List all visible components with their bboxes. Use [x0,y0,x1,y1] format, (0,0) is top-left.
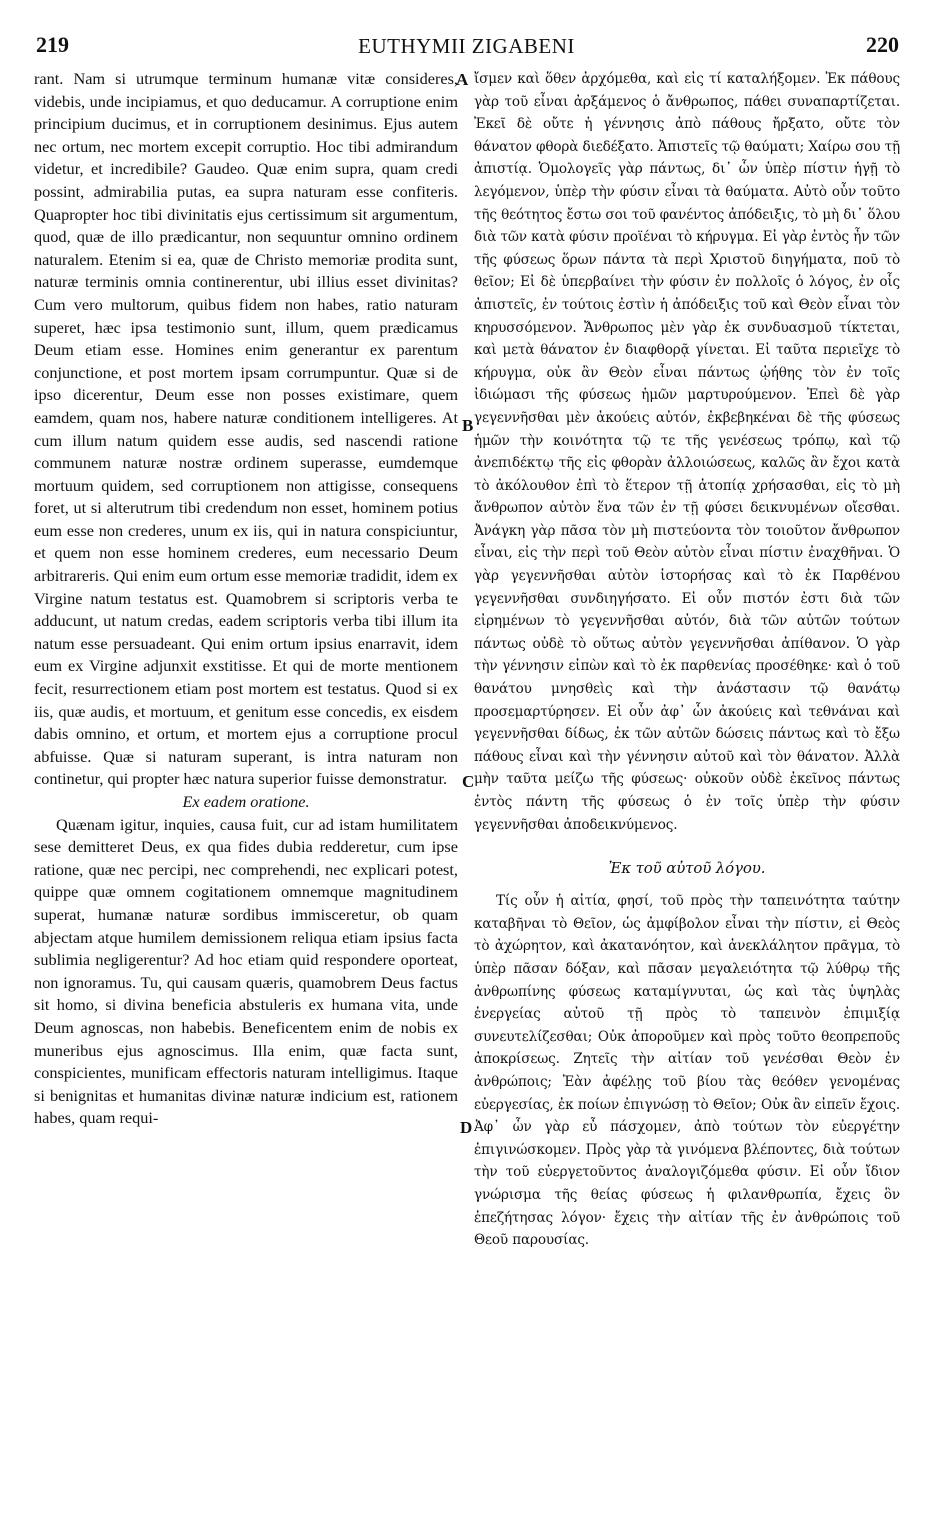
latin-column [34,68,458,1508]
running-title: EUTHYMII ZIGABENI [358,34,575,58]
greek-section-heading: Ἐκ τοῦ αὐτοῦ λόγου. [608,859,766,878]
latin-paragraph-2: Quænam igitur, inquies, causa fuit, cur ad istam humilitatem sese demitteret Deus, ex qua fides dubia redderetur, cum ipse ratione, quæ nec percipi, nec comprehendi, nec explicari potest, quippe quæ omnem cogitationem omnemque magnitudinem superat, humanæ naturæ sordibus immisceretur, ob quam abjectam atque humilem demissionem reliqua etiam ipsius facta sublimia negligerentur? Ad hoc etiam quid respondere oporteat, non ignoramus. Tu, qui causam quæris, quamobrem Deus factus sit homo, si divina beneficia abstuleris ex humana vita, unde Deum agnoscas, non habebis. Beneficentem enim de nobis ex muneribus ejus agnoscimus. Illa enim, quæ facta sunt, conspicientes, munificam effectoris naturam intelligimus. Itaque si benignitas et humanitas divinæ naturæ indicium est, rationem habes, quam requi- [34,814,458,1128]
left-page-number: 219 [36,32,69,57]
right-page-number: 220 [866,32,899,57]
section-marker-a: A [456,70,469,89]
latin-section-heading: Ex eadem oratione. [182,792,310,811]
running-header [0,30,933,66]
greek-column [474,68,900,1508]
greek-paragraph-2: Τίς οὖν ἡ αἰτία, φησί, τοῦ πρὸς τὴν ταπεινότητα ταύτην καταβῆναι τὸ Θεῖον, ὡς ἀμφίβολον εἶναι τὴν πίστιν, εἰ Θεὸς τὸ ἀχώρητον, καὶ ἀκατανόητον, καὶ ἀνεκλάλητον πρᾶγμα, τὸ ὑπὲρ πᾶσαν δόξαν, καὶ πᾶσαν μεγαλειότητα τῷ λύθρῳ τῆς ἀνθρωπίνης φύσεως καταμίγνυται, ὡς καὶ τὰς ὑψηλὰς ἐνεργείας αὐτοῦ τῇ πρὸς τὸ ταπεινὸν ἐπιμιξίᾳ συνευτελίζεσθαι; Οὐκ ἀποροῦμεν καὶ πρὸς τοῦτο θεοπρεποῦς ἀποκρίσεως. Ζητεῖς τὴν αἰτίαν τοῦ γενέσθαι Θεὸν ἐν ἀνθρώποις; Ἐὰν ἀφέλῃς τοῦ βίου τὰς θεόθεν γενομένας εὐεργεσίας, ἐκ ποίων ἐπιγνώσῃ τὸ Θεῖον; Οὐκ ἂν εἰπεῖν ἔχοις. Ἀφ᾽ ὧν γὰρ εὖ πάσχομεν, ἀπὸ τούτων τὸν εὐεργέτην ἐπιγινώσκομεν. Πρὸς γὰρ τὰ γινόμενα βλέποντες, διὰ τούτων τὴν τοῦ εὐεργετοῦντος ἀναλογιζόμεθα φύσιν. Εἰ οὖν ἴδιον γνώρισμα τῆς θείας φύσεως ἡ φιλανθρωπία, ἔχεις ὃν ἐπεζήτησας λόγον· ἔχεις τὴν αἰτίαν τῆς ἐν ἀνθρώποις τοῦ Θεοῦ παρουσίας. [474,893,900,1249]
section-marker-d: D [460,1118,473,1137]
section-marker-b: B [462,416,474,435]
latin-paragraph-1: rant. Nam si utrumque terminum humanæ vitæ consideres, videbis, unde incipiamus, et quo deducamur. A corruptione enim principium ducimus, et in corruptionem desinimus. Ejus autem nec ortum, nec mortem excepit corruptio. Hoc tibi admirandum videtur, et incredibile? Gaudeo. Quæ enim supra, quam credi possint, admirabilia putas, ea supra naturam esse confiteris. Quapropter hoc tibi divinitatis ejus certissimum sit argumentum, quod, quæ de illo prædicantur, non sequuntur omnino ordinem naturalem. Etenim si ea, quæ de Christo memoriæ prodita sunt, naturæ terminis omnia continerentur, ubi illius esset divinitas? Cum vero multorum, quibus fidem non habes, ratio naturam superet, hæc ipsa testimonio sunt, illum, quem prædicamus Deum etiam esse. Homines enim generantur ex parentum conjunctione, et post mortem ipsam corrumpuntur. Quæ si de ipso dicerentur, Deum esse non posses existimare, quem eamdem, quam nos, habere naturæ conditionem intelligeres. At cum illum natum quidem esse audis, sed nascendi ratione communem naturæ nostræ ordinem superasse, eumdemque mortuum quidem, sed corruptionem non attigisse, consequens foret, ut si alterutrum tibi credendum non esset, hominem potius eum esse non crederes, unum ex iis, qui in natura conspiciuntur, et quem non esse hominem crederes, eum necessario Deum arbitrareris. Qui enim eum ortum esse memoriæ tradidit, idem ex Virgine natum testatus est. Quamobrem si scriptoris verba te adducunt, ut natum credas, eadem scriptoris verba tibi illum ita natum esse persuadeant. Qui enim ortum ipsius enarravit, idem eum ex Virgine adjunxit exstitisse. Et qui de morte mentionem fecit, resurrectionem etiam post mortem est testatus. Quod si ex iis, quæ audis, et mortuum, et genitum esse concedis, ex eisdem dabis omnino, et ortum, et mortem ejus a corruptione procul abfuisse. Quæ si naturam superant, is intra naturam non continetur, qui propter hæc natura superior fuisse demonstratur. [34,69,458,789]
section-marker-c: C [462,772,475,791]
greek-paragraph-1: ἴσμεν καὶ ὅθεν ἀρχόμεθα, καὶ εἰς τί καταλήξομεν. Ἐκ πάθους γὰρ τοῦ εἶναι ἀρξάμενος ὁ ἄνθρωπος, πάθει συναπαρτίζεται. Ἐκεῖ δὲ οὔτε ἡ γέννησις ἀπὸ πάθους ἤρξατο, οὔτε τὸν θάνατον φθορὰ διεδέξατο. Ἀπιστεῖς τῷ θαύματι; Χαίρω σου τῇ ἀπιστίᾳ. Ὁμολογεῖς γὰρ πάντως, δι᾽ ὧν ὑπὲρ πίστιν ἡγῇ τὸ λεγόμενον, ὑπὲρ τὴν φύσιν εἶναι τὰ θαύματα. Αὐτὸ οὖν τοῦτο τῆς θεότητος ἔστω σοι τοῦ φανέντος ἀπόδειξις, τὸ μὴ δι᾽ ὅλου διὰ τῶν κατὰ φύσιν προϊέναι τὸ κήρυγμα. Εἰ γὰρ ἐντὸς ἦν τῶν τῆς φύσεως ὅρων πάντα τὰ περὶ Χριστοῦ διηγήματα, ποῦ τὸ θεῖον; Εἰ δὲ ὑπερβαίνει τὴν φύσιν ἐν πολλοῖς ὁ λόγος, ἐν οἷς ἀπιστεῖς, ἐν τούτοις ἐστὶν ἡ ἀπόδειξις τοῦ καὶ Θεὸν εἶναι τὸν κηρυσσόμενον. Ἄνθρωπος μὲν γὰρ ἐκ συνδυασμοῦ τίκτεται, καὶ μετὰ θάνατον ἐν διαφθορᾷ γίνεται. Εἰ ταῦτα περιεῖχε τὸ κήρυγμα, οὐκ ἂν Θεὸν εἶναι πάντως ᾠήθης τὸν ἐν τοῖς ἰδιώμασι τῆς φύσεως ἡμῶν μαρτυρούμενον. Ἐπεὶ δὲ γὰρ γεγεννῆσθαι μὲν ἀκούεις αὐτόν, ἐκβεβηκέναι δὲ τῆς φύσεως ἡμῶν τὴν κοινότητα τῷ τε τῆς γενέσεως τρόπῳ, καὶ τῷ ἀνεπιδέκτῳ τῆς εἰς φθορὰν ἀλλοιώσεως, καλῶς ἂν ἔχοι κατὰ τὸ ἀκόλουθον ἐπὶ τὸ ἕτερον τῇ ἀτοπίᾳ χρήσασθαι, εἰς τὸ μὴ ἄνθρωπον αὐτὸν ἕνα τῶν ἐν τῇ φύσει δεικνυμένων οἴεσθαι. Ἀνάγκη γὰρ πᾶσα τὸν μὴ πιστεύοντα τὸν τοιοῦτον ἄνθρωπον εἶναι, εἰς τὴν περὶ τοῦ Θεὸν αὐτὸν εἶναι πίστιν ἐναχθῆναι. Ὁ γὰρ γεγεννῆσθαι αὐτὸν ἱστορήσας καὶ τὸ ἐκ Παρθένου γεγεννῆσθαι συνδιηγήσατο. Εἰ οὖν πιστόν ἐστι διὰ τῶν εἰρημένων τὸ γεγεννῆσθαι αὐτόν, διὰ τῶν αὐτῶν τούτων πάντως οὐδὲ τὸ οὕτως αὐτὸν γεγεννῆσθαι ἀπίθανον. Ὁ γὰρ τὴν γέννησιν εἰπὼν καὶ τὸ ἐκ παρθενίας προσέθηκε· καὶ ὁ τοῦ θανάτου μνησθεὶς καὶ τὴν ἀνάστασιν τῷ θανάτῳ προσεμαρτύρησεν. Εἰ οὖν ἀφ᾽ ὧν ἀκούεις καὶ τεθνάναι καὶ γεγεννῆσθαι δίδως, ἐκ τῶν αὐτῶν δώσεις πάντως καὶ τὸ ἔξω πάθους εἶναι καὶ τὴν γέννησιν αὐτοῦ καὶ τὸν θάνατον. Ἀλλὰ μὴν ταῦτα μείζω τῆς φύσεως· οὐκοῦν οὐδὲ ἐκεῖνος πάντως ἐντὸς πάντη τῆς φύσεως ὁ ἐν τοῖς ὑπὲρ τὴν φύσιν γεγεννῆσθαι ἀποδεικνύμενος. [474,71,900,833]
